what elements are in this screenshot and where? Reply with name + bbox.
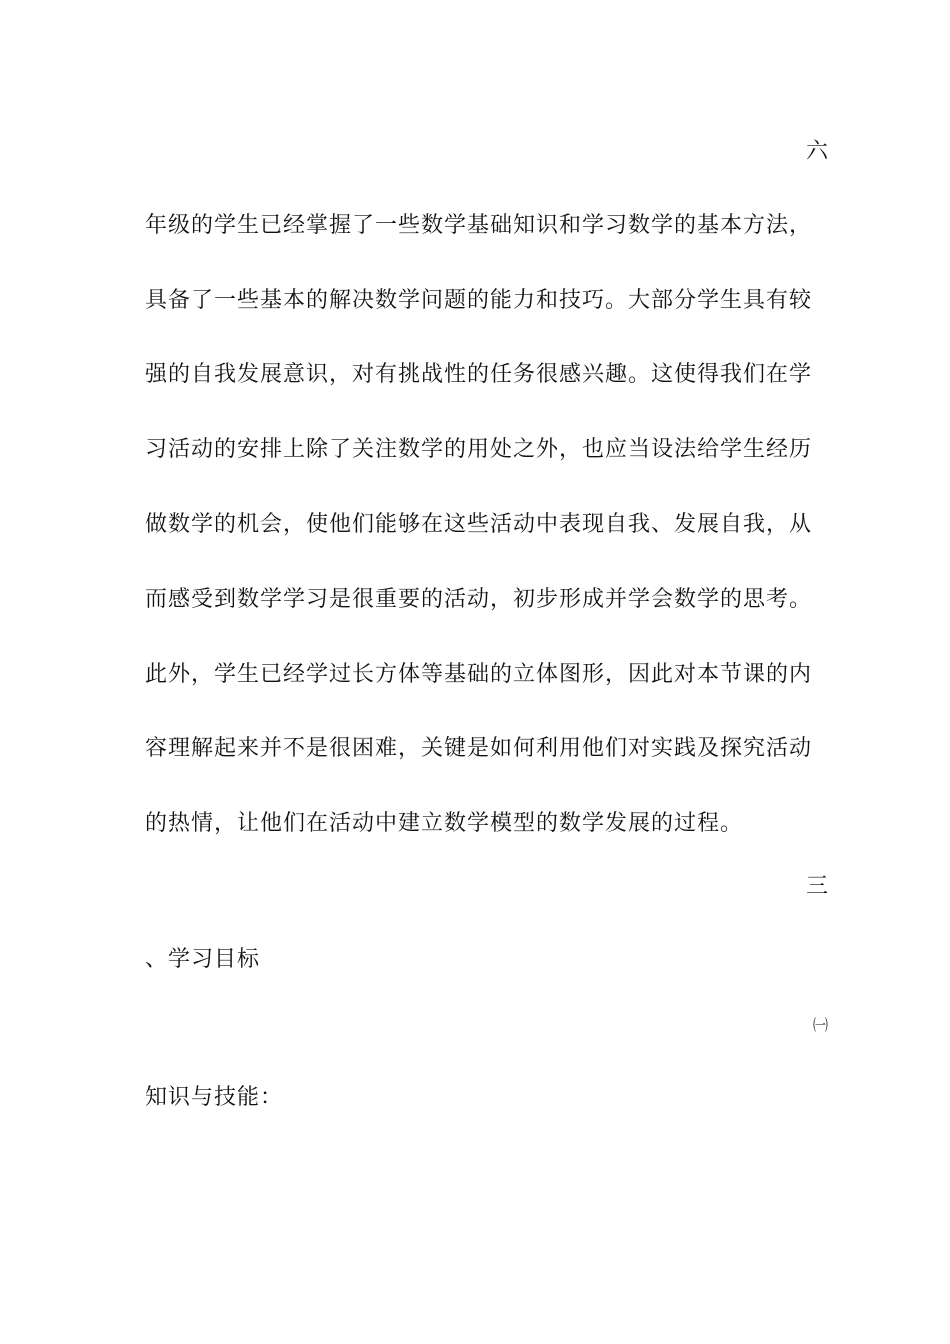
section-heading: 、学习目标 [145, 947, 261, 972]
paragraph-line: 做数学的机会，使他们能够在这些活动中表现自我、发展自我，从 [145, 512, 813, 537]
section-number-six: 六 [805, 139, 828, 164]
section-number-three: 三 [805, 874, 828, 899]
paragraph-line: 而感受到数学学习是很重要的活动，初步形成并学会数学的思考。 [145, 587, 813, 612]
paragraph-line: 习活动的安排上除了关注数学的用处之外，也应当设法给学生经历 [145, 437, 813, 462]
subsection-number: ㈠ [812, 1016, 828, 1034]
paragraph-line: 容理解起来并不是很困难，关键是如何利用他们对实践及探究活动 [145, 736, 813, 761]
paragraph-line: 此外，学生已经学过长方体等基础的立体图形，因此对本节课的内 [145, 662, 813, 687]
subsection-heading: 知识与技能： [145, 1085, 284, 1110]
paragraph-line: 强的自我发展意识，对有挑战性的任务很感兴趣。这使得我们在学 [145, 362, 813, 387]
paragraph-line: 的热情，让他们在活动中建立数学模型的数学发展的过程。 [145, 811, 744, 836]
paragraph-line: 年级的学生已经掌握了一些数学基础知识和学习数学的基本方法， [145, 213, 813, 238]
paragraph-line: 具备了一些基本的解决数学问题的能力和技巧。大部分学生具有较 [145, 288, 813, 313]
